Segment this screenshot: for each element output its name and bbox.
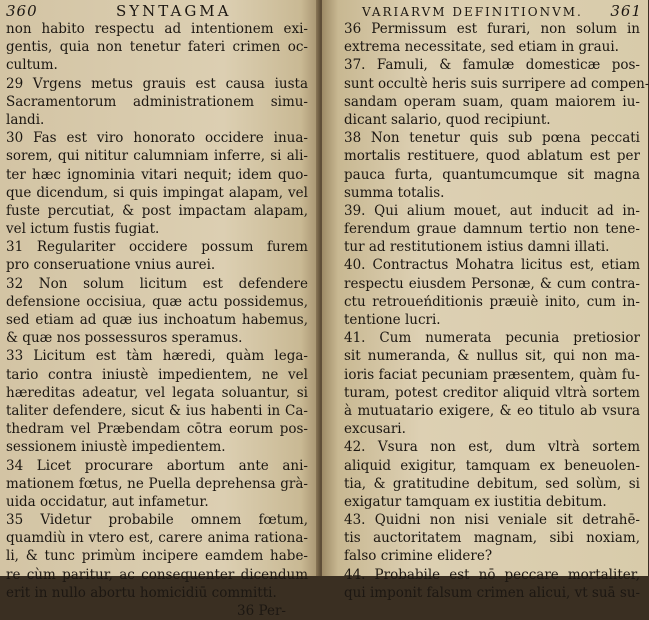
text-line: 33 Licitum est tàm hæredi, quàm lega-	[6, 348, 308, 365]
text-line: sorem, qui nititur calumniam inferre, si ali-	[6, 148, 308, 165]
text-line: sessionem iniustè impedientem.	[6, 439, 226, 456]
text-line: taliter defendere, sicut & ius habenti in Ca-	[6, 402, 308, 419]
text-line: tia, & gratitudine debitum, sed solùm, si	[344, 475, 640, 492]
text-line: re cùm paritur, ac consequenter dicendum	[6, 566, 308, 583]
text-line: erit in nullo abortu homicidiū committi.	[6, 584, 277, 601]
text-line: extrema necessitate, sed etiam in graui.	[344, 39, 619, 56]
text-line: 44. Probabile est nō peccare mortaliter,	[344, 566, 640, 583]
text-line: dicant salario, quod recipiunt.	[344, 111, 551, 128]
text-line: ter hæc ignominia vitari nequit; idem quo-	[6, 166, 308, 183]
text-line: sed etiam ad quæ ius inchoatum habemus,	[6, 312, 308, 328]
text-line: gentis, quia non tenetur fateri crimen oc-	[6, 39, 308, 56]
text-line: excusari.	[344, 421, 406, 438]
text-line: & quæ nos possessuros speramus.	[6, 330, 243, 347]
text-line: uida occidatur, aut infametur.	[6, 493, 209, 510]
text-line: falso crimine elidere?	[344, 548, 493, 565]
text-line: 39. Qui alium mouet, aut inducit ad in-	[344, 202, 640, 219]
right-page-text	[344, 20, 649, 602]
right-page	[322, 0, 649, 601]
text-line: 41. Cum numerata pecunia pretiosior	[344, 330, 640, 347]
text-line: pro conseruatione vnius aurei.	[6, 257, 216, 274]
right-running-title: VARIARVM DEFINITIONVM.	[362, 5, 583, 19]
text-line: tario contra iniustè impedientem, ne vel	[6, 366, 308, 383]
text-line: mationem fœtus, ne Puella deprehensa grà-	[6, 475, 308, 492]
text-line: exigatur tamquam ex iustitia debitum.	[344, 493, 607, 510]
text-line: aliquid exigitur, tamquam ex beneuolen-	[344, 457, 640, 474]
text-line: defensione occisiua, quæ actu possidemus,	[6, 293, 308, 310]
text-line: cultum.	[6, 57, 58, 74]
text-line: 40. Contractus Mohatra licitus est, etiam	[344, 257, 640, 274]
text-line: vel ictum fustis fugiat.	[6, 221, 160, 238]
text-line: landi.	[6, 111, 45, 128]
text-line: tis auctoritatem magnam, sibi noxiam,	[344, 530, 640, 547]
text-line: summa totalis.	[344, 184, 445, 201]
text-line: turam, potest creditor aliquid vltrà sortem	[344, 384, 640, 401]
text-line: hæreditas adeatur, vel legata soluantur, si	[6, 384, 308, 401]
text-line: 38 Non tenetur quis sub pœna peccati	[344, 130, 640, 147]
text-line: 36 Permissum est furari, non solum in	[344, 21, 640, 37]
text-line: sit numeranda, & nullus sit, qui non ma-	[344, 348, 640, 365]
text-line: sandam operam suam, quam maiorem iu-	[344, 93, 640, 110]
text-line: non habito respectu ad intentionem exi-	[6, 21, 308, 37]
text-line: ioris faciat pecuniam præsentem, quàm fu-	[344, 366, 640, 383]
text-line: ferendum graue damnum tertio non tene-	[344, 221, 640, 238]
text-line: pauca furta, quantumcumque sit magna	[344, 166, 640, 183]
text-line: 32 Non solum licitum est defendere	[6, 275, 308, 292]
text-line: 34 Licet procurare abortum ante ani-	[6, 457, 308, 474]
text-line: Sacramentorum administrationem simu-	[6, 93, 308, 110]
left-page-text	[6, 20, 308, 620]
text-line: 29 Vrgens metus grauis est causa iusta	[6, 75, 308, 92]
text-line: à mutuatario exigere, & eo titulo ab vsura	[344, 402, 640, 419]
text-line: tur ad restitutionem istius damni illati.	[344, 239, 610, 256]
text-line: respectu eiusdem Personæ, & cum contra-	[344, 275, 640, 292]
text-line: mortalis restituere, quod ablatum est per	[344, 148, 640, 165]
text-line: 35 Videtur probabile omnem fœtum,	[6, 512, 308, 529]
text-line: 31 Regulariter occidere possum furem	[6, 239, 308, 256]
text-line: fuste percutiat, & post impactam alapam,	[6, 202, 308, 219]
text-line: qui imponit falsum crimen alicui, vt suā su-	[344, 584, 641, 601]
text-line: thedram vel Præbendam cōtra eorum pos-	[6, 421, 308, 438]
text-line: sunt occultè heris suis surripere ad compen-	[344, 75, 649, 92]
text-line: que dicendum, si quis impingat alapam, vel	[6, 184, 308, 201]
text-line: 37. Famuli, & famulæ domesticæ pos-	[344, 57, 640, 74]
text-line: tentione lucri.	[344, 312, 441, 328]
left-page	[0, 0, 320, 619]
catchword: 36 Per-	[237, 603, 286, 619]
text-line: 42. Vsura non est, dum vltrà sortem	[344, 439, 640, 456]
text-line: ctu retroueńditionis præuiè inito, cum in-	[344, 293, 640, 310]
left-page-number: 360	[6, 2, 38, 20]
text-line: li, & tunc primùm incipere eamdem habe-	[6, 548, 308, 565]
left-running-title: SYNTAGMA	[116, 2, 232, 20]
text-line: quamdiù in vtero est, carere anima rationa-	[6, 530, 308, 547]
text-line: 30 Fas est viro honorato occidere inua-	[6, 130, 308, 147]
text-line: 43. Quidni non nisi veniale sit detrahē-	[344, 512, 640, 529]
right-page-number: 361	[610, 2, 642, 20]
